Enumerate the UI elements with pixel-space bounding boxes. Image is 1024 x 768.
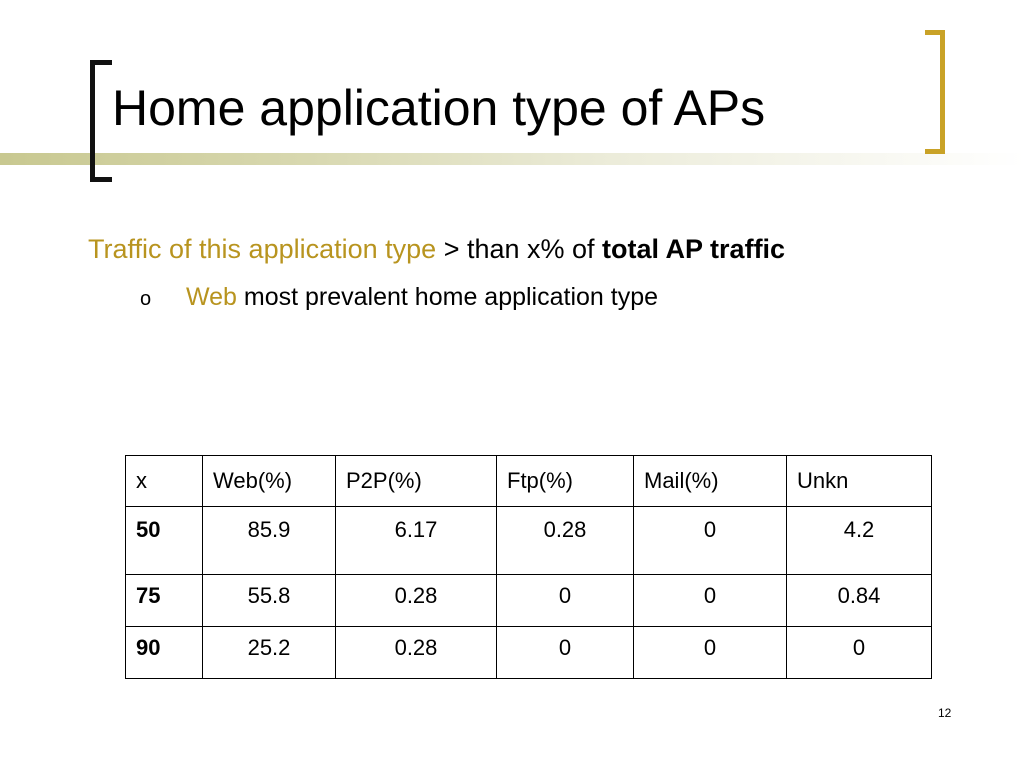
cell-ftp: 0 xyxy=(497,575,634,627)
cell-mail: 0 xyxy=(634,627,787,679)
page-number: 12 xyxy=(938,706,952,720)
slide-title: Home application type of APs xyxy=(112,80,766,136)
cell-web: 25.2 xyxy=(203,627,336,679)
left-bracket-decoration xyxy=(90,60,112,182)
row-x-value: 90 xyxy=(126,627,203,679)
cell-web: 55.8 xyxy=(203,575,336,627)
application-type-table xyxy=(125,455,932,679)
bullet-emphasis: total AP traffic xyxy=(602,234,786,264)
cell-mail: 0 xyxy=(634,575,787,627)
sub-bullet-rest: most prevalent home application type xyxy=(236,283,659,311)
table-row xyxy=(126,575,932,627)
header-x: x xyxy=(126,456,203,507)
table-row xyxy=(126,507,932,575)
cell-p2p: 0.28 xyxy=(336,627,497,679)
bullet-middle: > than x% of xyxy=(436,234,603,264)
cell-p2p: 0.28 xyxy=(336,575,497,627)
header-unkn: Unkn xyxy=(787,456,932,507)
cell-ftp: 0.28 xyxy=(497,507,634,575)
cell-unkn: 4.2 xyxy=(787,507,932,575)
cell-mail: 0 xyxy=(634,507,787,575)
sub-bullet-lead: Web xyxy=(186,283,237,311)
sub-bullet-web xyxy=(140,281,658,315)
header-mail: Mail(%) xyxy=(634,456,787,507)
cell-web: 85.9 xyxy=(203,507,336,575)
header-web: Web(%) xyxy=(203,456,336,507)
bullet-traffic xyxy=(88,231,785,267)
cell-unkn: 0 xyxy=(787,627,932,679)
row-x-value: 50 xyxy=(126,507,203,575)
row-x-value: 75 xyxy=(126,575,203,627)
title-underline-bar xyxy=(0,153,1024,165)
header-p2p: P2P(%) xyxy=(336,456,497,507)
circle-bullet-icon: o xyxy=(140,288,152,310)
cell-ftp: 0 xyxy=(497,627,634,679)
table-header-row xyxy=(126,456,932,507)
cell-unkn: 0.84 xyxy=(787,575,932,627)
cell-p2p: 6.17 xyxy=(336,507,497,575)
table-row xyxy=(126,627,932,679)
header-ftp: Ftp(%) xyxy=(497,456,634,507)
right-bracket-decoration xyxy=(925,30,945,154)
bullet-lead: Traffic of this application type xyxy=(88,234,437,264)
